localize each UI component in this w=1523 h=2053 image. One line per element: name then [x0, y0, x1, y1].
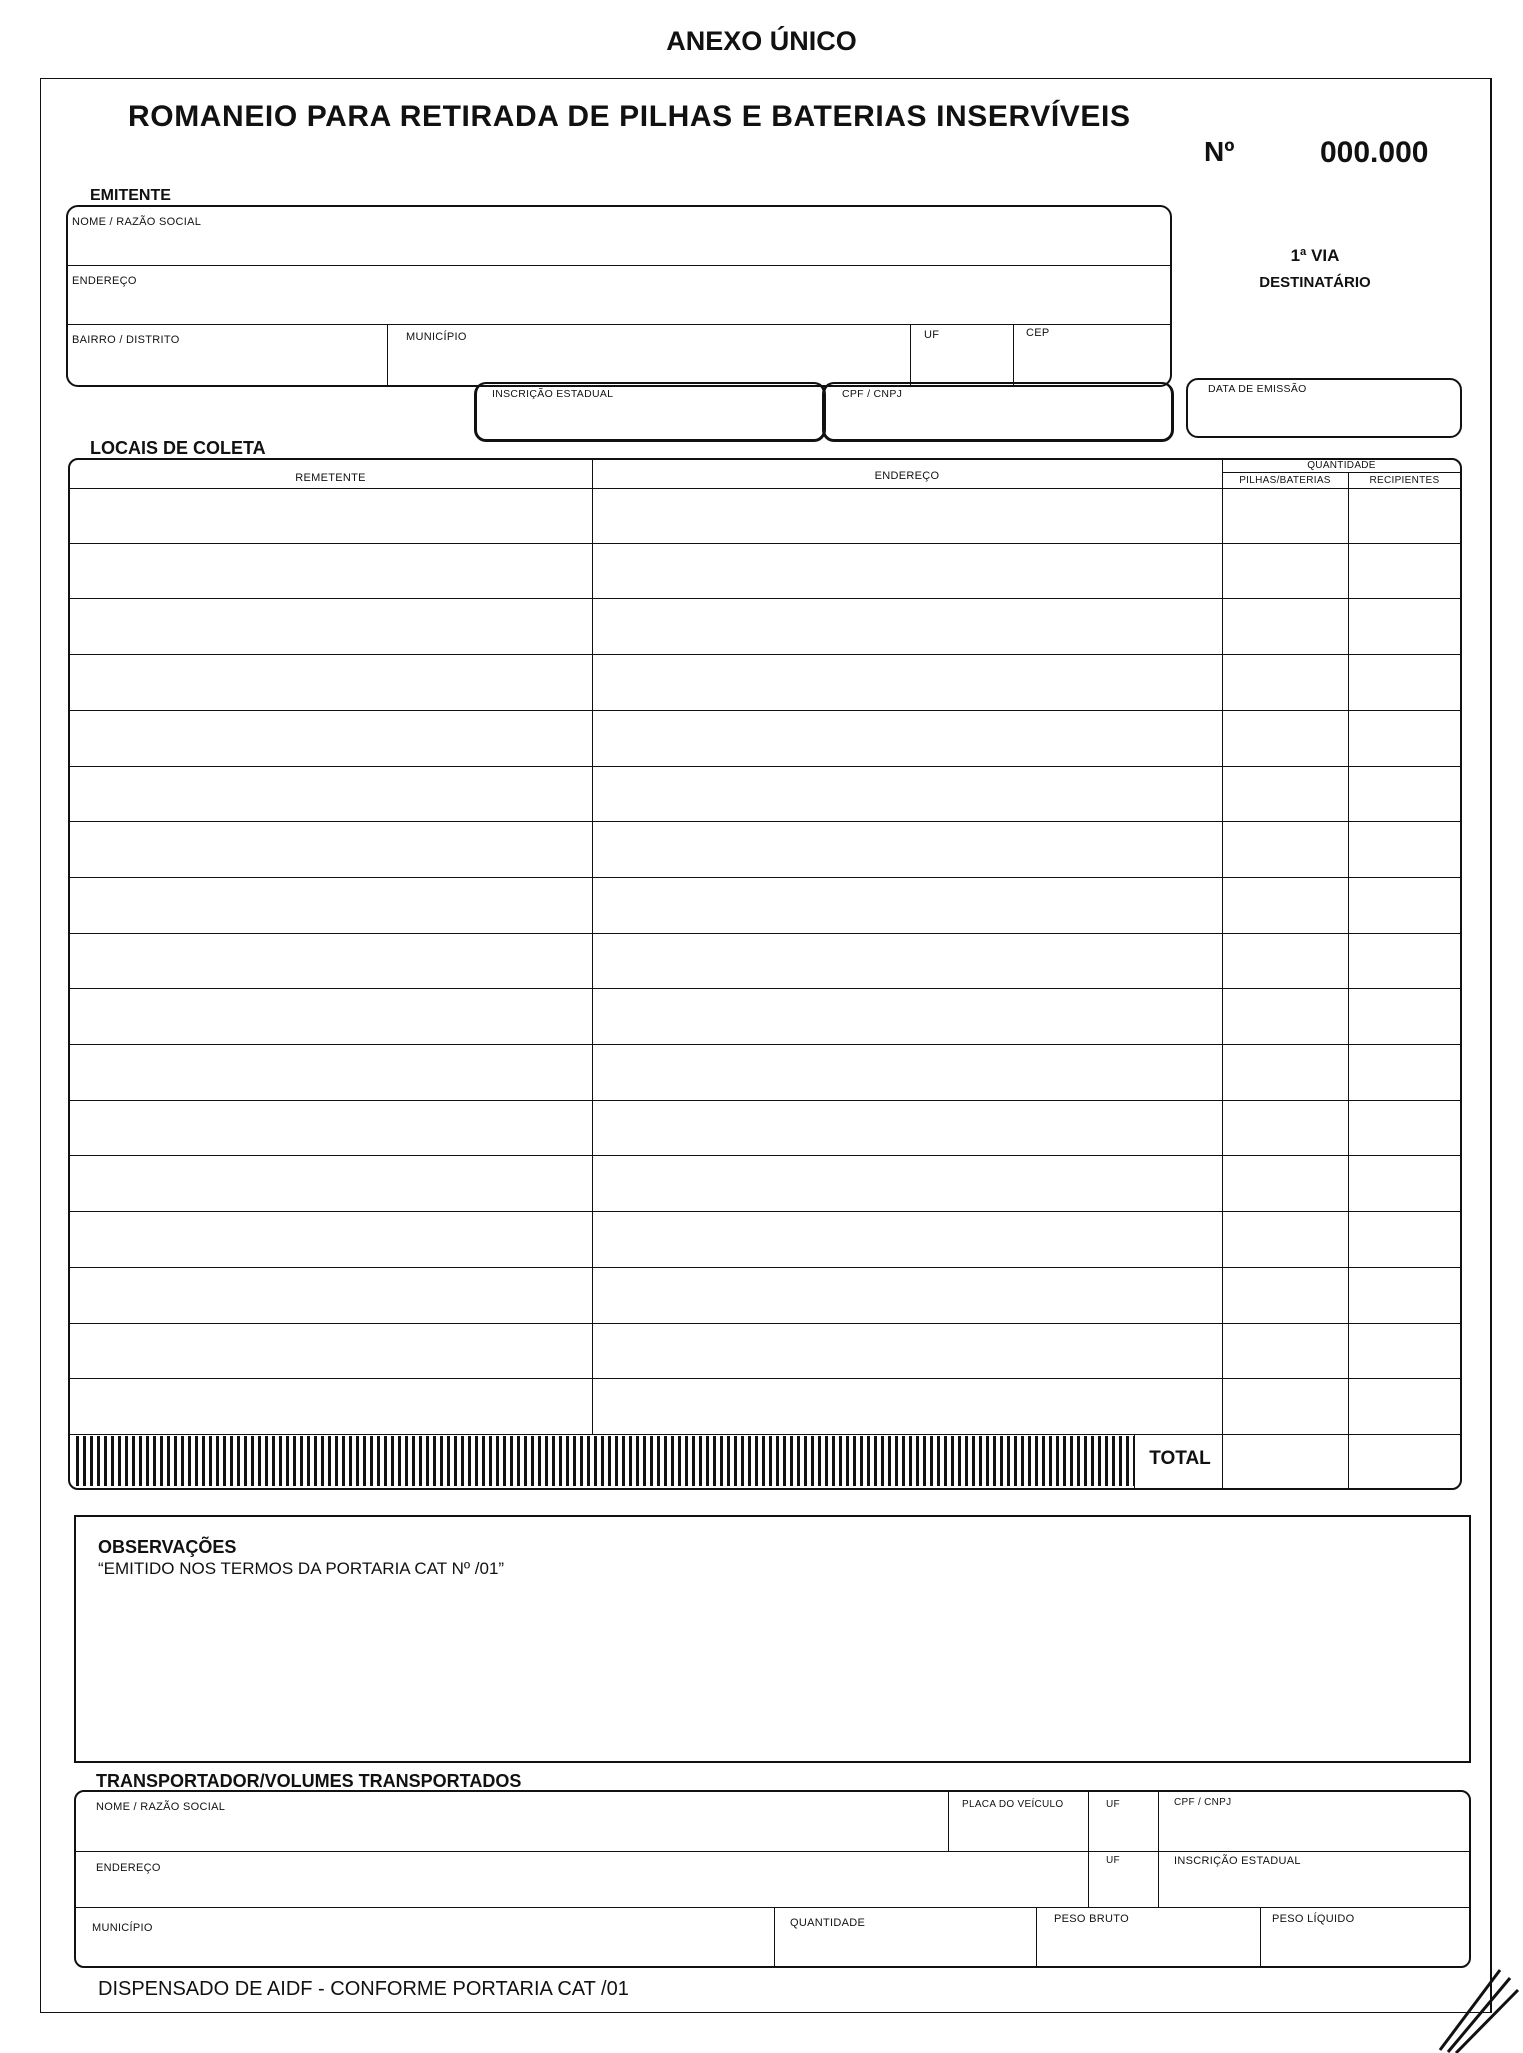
col-containers: RECIPIENTES	[1369, 475, 1440, 486]
col-batteries: PILHAS/BATERIAS	[1239, 475, 1331, 486]
transport-name-field[interactable]: NOME / RAZÃO SOCIAL	[96, 1801, 226, 1813]
table-row[interactable]	[69, 1101, 1461, 1157]
table-row[interactable]	[69, 989, 1461, 1045]
state-reg-field[interactable]: INSCRIÇÃO ESTADUAL	[492, 388, 614, 400]
emitente-name-field[interactable]: NOME / RAZÃO SOCIAL	[72, 216, 202, 228]
col-sender: REMETENTE	[295, 472, 366, 484]
observacoes-text: “EMITIDO NOS TERMOS DA PORTARIA CAT Nº /01”	[98, 1559, 505, 1578]
pen-stroke-mark	[1430, 1960, 1523, 2053]
cpf-field[interactable]: CPF / CNPJ	[842, 388, 903, 400]
emitente-city-field[interactable]: MUNICÍPIO	[406, 331, 467, 343]
table-row[interactable]	[69, 655, 1461, 711]
table-row[interactable]	[69, 488, 1461, 544]
table-row[interactable]	[69, 1324, 1461, 1380]
table-row[interactable]	[69, 878, 1461, 934]
transportador-title: TRANSPORTADOR/VOLUMES TRANSPORTADOS	[96, 1771, 522, 1791]
number-value: 000.000	[1320, 136, 1429, 169]
locais-title: LOCAIS DE COLETA	[90, 438, 266, 458]
observacoes-box[interactable]	[74, 1515, 1471, 1763]
transport-uf-field[interactable]: UF	[1106, 1799, 1120, 1810]
col-quantity: QUANTIDADE	[1307, 460, 1376, 471]
issue-date-field[interactable]: DATA DE EMISSÃO	[1208, 383, 1307, 395]
transport-plate-field[interactable]: PLACA DO VEÍCULO	[962, 1799, 1064, 1810]
table-row[interactable]	[69, 1268, 1461, 1324]
transport-cpf-field[interactable]: CPF / CNPJ	[1174, 1797, 1232, 1808]
transport-gross-weight-field[interactable]: PESO BRUTO	[1054, 1913, 1129, 1925]
copy-via: 1ª VIA	[1290, 246, 1340, 265]
emitente-district-field[interactable]: BAIRRO / DISTRITO	[72, 334, 180, 346]
table-row[interactable]	[69, 599, 1461, 655]
number-label: Nº	[1204, 136, 1235, 167]
total-label: TOTAL	[1149, 1448, 1211, 1469]
emitente-uf-field[interactable]: UF	[924, 329, 940, 341]
transport-city-field[interactable]: MUNICÍPIO	[92, 1922, 153, 1934]
table-row[interactable]	[69, 544, 1461, 600]
copy-recipient: DESTINATÁRIO	[1259, 274, 1371, 291]
transport-address-field[interactable]: ENDEREÇO	[96, 1862, 161, 1874]
transport-net-weight-field[interactable]: PESO LÍQUIDO	[1272, 1913, 1355, 1925]
form-title: ROMANEIO PARA RETIRADA DE PILHAS E BATERIAS INSERVÍVEIS	[128, 100, 1131, 133]
table-row[interactable]	[69, 1045, 1461, 1101]
annex-title: ANEXO ÚNICO	[666, 26, 857, 56]
table-row[interactable]	[69, 711, 1461, 767]
transportador-box	[74, 1790, 1471, 1968]
table-row[interactable]	[69, 822, 1461, 878]
emitente-title: EMITENTE	[90, 187, 171, 204]
table-row[interactable]	[69, 1212, 1461, 1268]
emitente-box	[66, 205, 1172, 387]
emitente-address-field[interactable]: ENDEREÇO	[72, 275, 137, 287]
col-address: ENDEREÇO	[874, 470, 940, 482]
observacoes-title: OBSERVAÇÕES	[98, 1537, 237, 1557]
total-hatch	[76, 1436, 1134, 1486]
table-row[interactable]	[69, 934, 1461, 990]
table-row[interactable]	[69, 1156, 1461, 1212]
emitente-cep-field[interactable]: CEP	[1026, 327, 1050, 339]
transport-quantity-field[interactable]: QUANTIDADE	[790, 1917, 866, 1929]
transport-state-reg-field[interactable]: INSCRIÇÃO ESTADUAL	[1174, 1855, 1301, 1867]
footer-note: DISPENSADO DE AIDF - CONFORME PORTARIA CAT /01	[98, 1978, 629, 2000]
table-row[interactable]	[69, 1379, 1461, 1435]
transport-uf2-field[interactable]: UF	[1106, 1855, 1120, 1866]
table-row[interactable]	[69, 767, 1461, 823]
